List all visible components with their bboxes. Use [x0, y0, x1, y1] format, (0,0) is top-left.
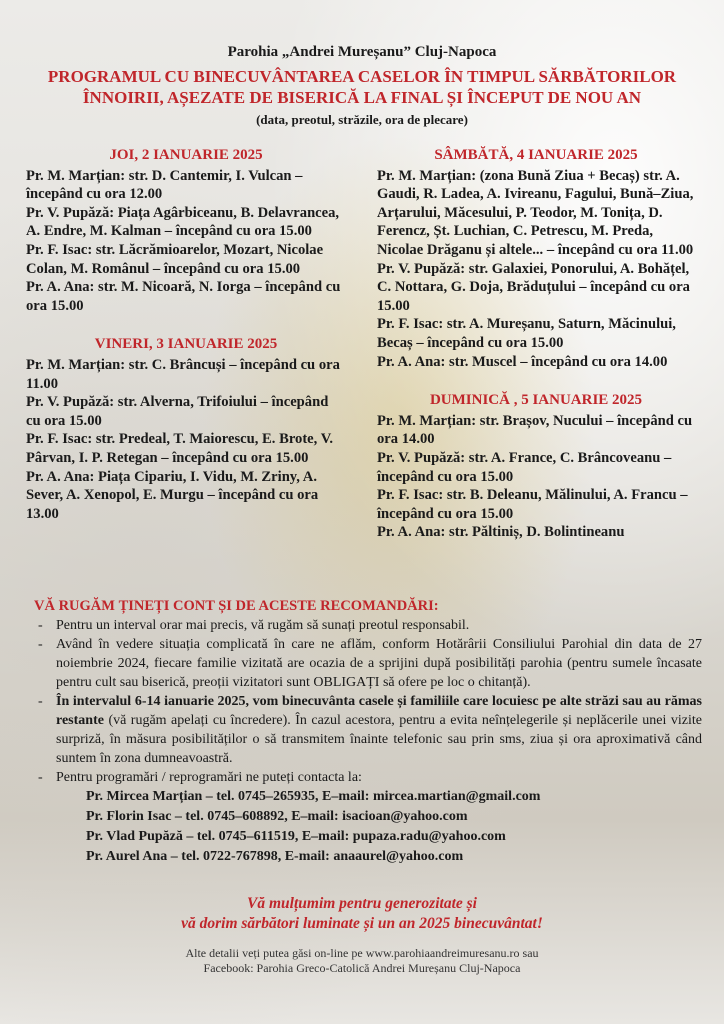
- list-item: [38, 635, 702, 692]
- schedule-entry: Pr. V. Pupăză: str. A. France, C. Brâncoveanu – începând cu ora 15.00: [377, 449, 672, 485]
- program-title-line2: ÎNNOIRII, AȘEZATE DE BISERICĂ LA FINAL ȘI ÎNCEPUT DE NOU AN: [82, 88, 642, 107]
- day-title-sambata: SÂMBĂTĂ, 4 IANUARIE 2025: [434, 147, 638, 163]
- list-item: [38, 768, 702, 787]
- recommendation-text: Pentru programări / reprogramări ne puteți contacta la:: [56, 770, 362, 785]
- list-dash: -: [38, 637, 43, 652]
- list-dash: -: [38, 770, 43, 785]
- thanks-line2: vă dorim sărbători luminate și un an 2025 binecuvântat!: [181, 915, 543, 932]
- schedule-entry: Pr. F. Isac: str. A. Mureșanu, Saturn, Măcinului, Becaș – începând cu ora 15.00: [377, 316, 676, 351]
- schedule-entry: Pr. F. Isac: str. Predeal, T. Maiorescu, E. Brote, V. Pârvan, I. P. Retegan – începând cu ora 15.00: [26, 431, 333, 466]
- day-title-joi: JOI, 2 IANUARIE 2025: [109, 147, 263, 163]
- footer-line2: Facebook: Parohia Greco-Catolică Andrei Mureșanu Cluj-Napoca: [203, 961, 521, 975]
- schedule-entry: Pr. M. Marțian: str. Brașov, Nucului – începând cu ora 14.00: [377, 412, 693, 448]
- recommendations-section: [34, 597, 702, 867]
- day-block-joi: [26, 146, 346, 315]
- thanks-message: [0, 894, 724, 934]
- recommendation-text: Având în vedere situația complicată în care ne aflăm, conform Hotărârii Consiliului Parohial din data de 27 noiembrie 2024, fiecare familie vizitată are ocazia de a sprijini după posibilități parohia (pentru sumele încasate pentru cult sau biserică, preoții vizitatori sunt OBLIGAȚI să ofere pe loc o chitanță).: [56, 637, 702, 690]
- day-block-duminica: [377, 391, 695, 542]
- schedule-entry: Pr. A. Ana: str. Păltiniș, D. Bolintineanu: [377, 524, 625, 541]
- recommendations-title: VĂ RUGĂM ȚINEȚI CONT ȘI DE ACESTE RECOMANDĂRI:: [34, 598, 439, 614]
- schedule-entry: Pr. V. Pupăză: Piața Agârbiceanu, B. Delavrancea, A. Endre, M. Kalman – începând cu ora 15.00: [26, 204, 340, 240]
- list-item: [38, 692, 702, 768]
- recommendations-list: [38, 616, 702, 787]
- recommendation-bold-text: În intervalul 6-14 ianuarie 2025, vom binecuvânta casele și familiile care locuiesc pe alte străzi sau au rămas restante: [56, 694, 702, 728]
- schedule-entry: Pr. F. Isac: str. B. Deleanu, Mălinului, A. Francu – începând cu ora 15.00: [377, 487, 688, 522]
- schedule-entry: Pr. A. Ana: Piața Cipariu, I. Vidu, M. Zriny, A. Sever, A. Xenopol, E. Murgu – începând cu ora 13.00: [26, 468, 319, 522]
- recommendation-text: (vă rugăm apelați cu încredere). În cazul acestora, pentru a evita neînțelegerile și neplăcerile unei vizite surpriză, în măsura posibilităților o să transmitem înainte telefonic sau prin sms, ziua și ora aproximativă când suntem în zona dumneavoastră.: [56, 713, 702, 766]
- recommendation-text: Pentru un interval orar mai precis, vă rugăm să sunați preotul responsabil.: [56, 618, 470, 633]
- schedule-entry: Pr. V. Pupăză: str. Alverna, Trifoiului – începând cu ora 15.00: [26, 394, 329, 429]
- schedule-entry: Pr. A. Ana: str. M. Nicoară, N. Iorga – începând cu ora 15.00: [26, 279, 341, 314]
- contact-line: Pr. Florin Isac – tel. 0745–608892, E–mail: isacioan@yahoo.com: [86, 809, 468, 824]
- parish-name: Parohia „Andrei Mureșanu” Cluj-Napoca: [227, 44, 497, 60]
- schedule-entry: Pr. A. Ana: str. Muscel – începând cu ora 14.00: [377, 353, 668, 370]
- schedule-entry: Pr. M. Marțian: str. D. Cantemir, I. Vulcan – începând cu ora 12.00: [26, 167, 303, 203]
- day-block-sambata: [377, 146, 695, 371]
- schedule-entry: Pr. M. Marțian: (zona Bună Ziua + Becaș) str. A. Gaudi, R. Ladea, A. Ivireanu, Fagului, Bună–Ziua, Arțarului, Măcesului, P. Teodor, M. Tonița, D. Ferencz, Șt. Luchian, C. Petrescu, M. Preda, Nicolae Drăganu și altele... – începând cu ora 11.00: [377, 167, 694, 258]
- list-dash: -: [38, 694, 43, 709]
- schedule-right-column: [377, 146, 695, 542]
- schedule-left-column: [26, 146, 346, 523]
- list-item: [38, 616, 702, 635]
- contact-line: Pr. Aurel Ana – tel. 0722-767898, E-mail: anaaurel@yahoo.com: [86, 849, 464, 864]
- spacer: [26, 315, 346, 335]
- day-title-vineri: VINERI, 3 IANUARIE 2025: [94, 336, 278, 353]
- schedule-entry: Pr. M. Marțian: str. C. Brâncuși – începând cu ora 11.00: [26, 356, 340, 392]
- schedule-entry: Pr. V. Pupăză: str. Galaxiei, Ponorului, A. Bohățel, C. Nottara, G. Doja, Brăduțului – începând cu ora 15.00: [377, 260, 690, 314]
- contact-line: Pr. Vlad Pupăză – tel. 0745–611519, E–mail: pupaza.radu@yahoo.com: [86, 829, 506, 844]
- contact-line: Pr. Mircea Marțian – tel. 0745–265935, E–mail: mircea.martian@gmail.com: [86, 789, 541, 804]
- day-title-duminica: DUMINICĂ , 5 IANUARIE 2025: [429, 392, 643, 409]
- program-title: [0, 66, 724, 108]
- thanks-line1: Vă mulțumim pentru generozitate și: [247, 895, 477, 912]
- day-block-vineri: [26, 335, 346, 523]
- program-title-line1: PROGRAMUL CU BINECUVÂNTAREA CASELOR ÎN TIMPUL SĂRBĂTORILOR: [47, 67, 677, 86]
- list-dash: -: [38, 618, 43, 633]
- program-subtitle: (data, preotul, străzile, ora de plecare): [256, 112, 468, 127]
- contact-list: [86, 787, 702, 867]
- footer-line1: Alte detalii veți putea găsi on-line pe www.parohiaandreimuresanu.ro sau: [185, 946, 539, 960]
- footer-note: [0, 946, 724, 976]
- spacer: [377, 371, 695, 391]
- schedule-entry: Pr. F. Isac: str. Lăcrămioarelor, Mozart, Nicolae Colan, M. Românul – începând cu ora 15.00: [26, 241, 324, 277]
